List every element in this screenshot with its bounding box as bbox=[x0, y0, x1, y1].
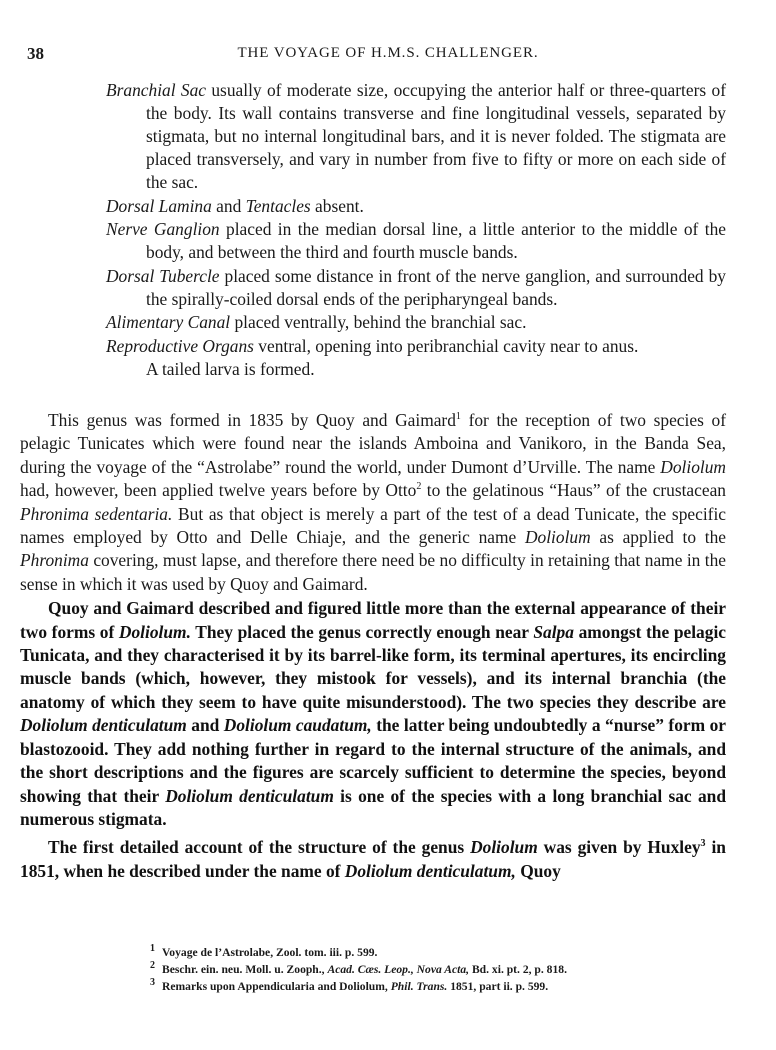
text-run: The first detailed account of the structure of the genus bbox=[48, 837, 471, 858]
definition-text: placed ventrally, behind the branchial sac. bbox=[230, 312, 527, 332]
genus-characters-list bbox=[106, 79, 726, 381]
italic-run: Doliolum denticulatum bbox=[165, 785, 334, 806]
definition-reproductive-organs bbox=[106, 335, 726, 381]
definition-dorsal-lamina bbox=[106, 195, 726, 218]
footnote-text-end: 1851, part ii. p. 599. bbox=[447, 980, 549, 993]
italic-run: Doliolum denticulatum, bbox=[344, 860, 516, 881]
footnote-italic: Phil. Trans. bbox=[390, 980, 448, 993]
footnote-text: Remarks upon Appendicularia and Doliolum, bbox=[162, 980, 391, 993]
definition-branchial-sac bbox=[106, 79, 726, 194]
running-title: THE VOYAGE OF H.M.S. CHALLENGER. bbox=[237, 45, 539, 61]
definition-term: Alimentary Canal bbox=[106, 312, 231, 332]
text-run: covering, must lapse, and therefore there need be no difficulty in retaining that name in the sense in which it was used by Quoy and Gaimard. bbox=[20, 550, 726, 594]
footnote-ref: 3 bbox=[700, 838, 706, 850]
italic-run: Doliolum bbox=[524, 527, 591, 548]
text-run: amongst the pelagic Tunicata, and they characterised it by its barrel-like form, its terminal apertures, its encircling muscle bands (which, however, they mistook for vessels), and its internal branchia (the anatomy of which they seem to have quite misunderstood). The two species they describe are bbox=[20, 621, 727, 712]
definition-term: Nerve Ganglion bbox=[106, 219, 220, 239]
footnote-text: Beschr. ein. neu. Moll. u. Zooph., bbox=[162, 963, 328, 976]
definition-text: placed some distance in front of the nerve ganglion, and surrounded by the spirally-coiled dorsal ends of the peripharyngeal bands. bbox=[146, 265, 726, 309]
definition-text: and bbox=[211, 195, 246, 216]
definition-term: Reproductive Organs bbox=[106, 335, 254, 356]
definition-tail: A tailed larva is formed. bbox=[146, 358, 315, 379]
definition-nerve-ganglion bbox=[106, 218, 726, 264]
italic-run: Doliolum bbox=[470, 837, 538, 858]
italic-run: Doliolum. bbox=[118, 621, 191, 642]
footnote-ref: 2 bbox=[416, 481, 422, 493]
text-run: as applied to the bbox=[590, 527, 726, 548]
footnote-3: $^3$ Remarks upon Appendicularia and Doliolum, Phil. Trans. 1851, part ii. p. 599. bbox=[150, 977, 549, 993]
footnote-1: $^1$ Voyage de l’Astrolabe, Zool. tom. iii. p. 599. bbox=[150, 943, 378, 959]
text-run: had, however, been applied twelve years before by Otto bbox=[20, 480, 417, 501]
page-header bbox=[0, 44, 776, 66]
definition-text: placed in the median dorsal line, a little anterior to the middle of the body, and between the third and fourth muscle bands. bbox=[146, 219, 726, 262]
text-run: was given by Huxley bbox=[537, 837, 701, 858]
text-run: in 1851, when he described under the name of bbox=[20, 837, 726, 881]
text-run: to the gelatinous “Haus” of the crustacean bbox=[421, 480, 726, 501]
page-number: 38 bbox=[27, 44, 44, 63]
paragraph-history bbox=[20, 409, 726, 596]
paragraph-quoy-gaimard bbox=[20, 597, 726, 831]
italic-run: Phronima sedentaria. bbox=[20, 503, 173, 524]
footnote-2: $^2$ Beschr. ein. neu. Moll. u. Zooph., Acad. Cæs. Leop., Nova Acta, Bd. xi. pt. 2, p. 818. bbox=[150, 960, 567, 976]
text-run: the latter being undoubtedly a “nurse” form or blastozooid. They add nothing further in regard to the internal structure of the animals, and the short descriptions and the figures are scarcely sufficient to determine the species, beyond showing that their bbox=[20, 715, 726, 806]
definition-alimentary-canal bbox=[106, 311, 726, 334]
definition-term-secondary: Tentacles bbox=[245, 195, 311, 216]
paragraph-huxley bbox=[20, 836, 726, 883]
body-text bbox=[20, 409, 726, 884]
footnote-ref: 1 bbox=[455, 411, 461, 423]
definition-term: Branchial Sac bbox=[106, 80, 207, 100]
definition-dorsal-tubercle bbox=[106, 265, 726, 311]
italic-run: Doliolum caudatum, bbox=[223, 715, 372, 736]
definition-term: Dorsal Lamina bbox=[106, 195, 212, 216]
definition-text: usually of moderate size, occupying the anterior half or three-quarters of the body. Its wall contains transverse and fine longitudinal vessels, separated by stigmata, but no internal longitudinal bars, and it is never folded. The stigmata are placed transversely, and vary in number from five to fifty or more on each side of the sac. bbox=[146, 80, 726, 192]
text-run: for the reception of two species of pelagic Tunicates which were found near the islands Amboina and Vanikoro, in the Banda Sea, during the voyage of the “Astrolabe” round the world, under Dumont d’Urville. The name bbox=[20, 410, 726, 477]
definition-text-secondary: absent. bbox=[310, 195, 364, 216]
footnote-italic: Acad. Cæs. Leop., Nova Acta, bbox=[327, 963, 470, 976]
footnotes bbox=[150, 944, 750, 995]
text-run: Quoy bbox=[515, 860, 561, 881]
text-run: They placed the genus correctly enough near bbox=[190, 621, 534, 642]
italic-run: Phronima bbox=[20, 550, 89, 571]
italic-run: Salpa bbox=[533, 621, 574, 642]
text-run: Quoy and Gaimard described and figured little more than the external appearance of their two forms of bbox=[20, 598, 726, 642]
italic-run: Doliolum bbox=[660, 456, 726, 477]
text-run: But as that object is merely a part of the test of a dead Tunicate, the specific names employed by Otto and Delle Chiaje, and the generic name bbox=[20, 503, 726, 548]
footnote-text-end: Bd. xi. pt. 2, p. 818. bbox=[469, 963, 567, 976]
text-run: and bbox=[186, 715, 224, 736]
definition-term: Dorsal Tubercle bbox=[106, 265, 220, 286]
text-run: This genus was formed in 1835 by Quoy and Gaimard bbox=[48, 410, 456, 430]
definition-text: ventral, opening into peribranchial cavity near to anus. bbox=[253, 335, 639, 356]
footnote-text: Voyage de l’Astrolabe, Zool. tom. iii. p. 599. bbox=[162, 946, 378, 959]
italic-run: Doliolum denticulatum bbox=[20, 715, 187, 736]
text-run: is one of the species with a long branchial sac and numerous stigmata. bbox=[20, 785, 726, 829]
